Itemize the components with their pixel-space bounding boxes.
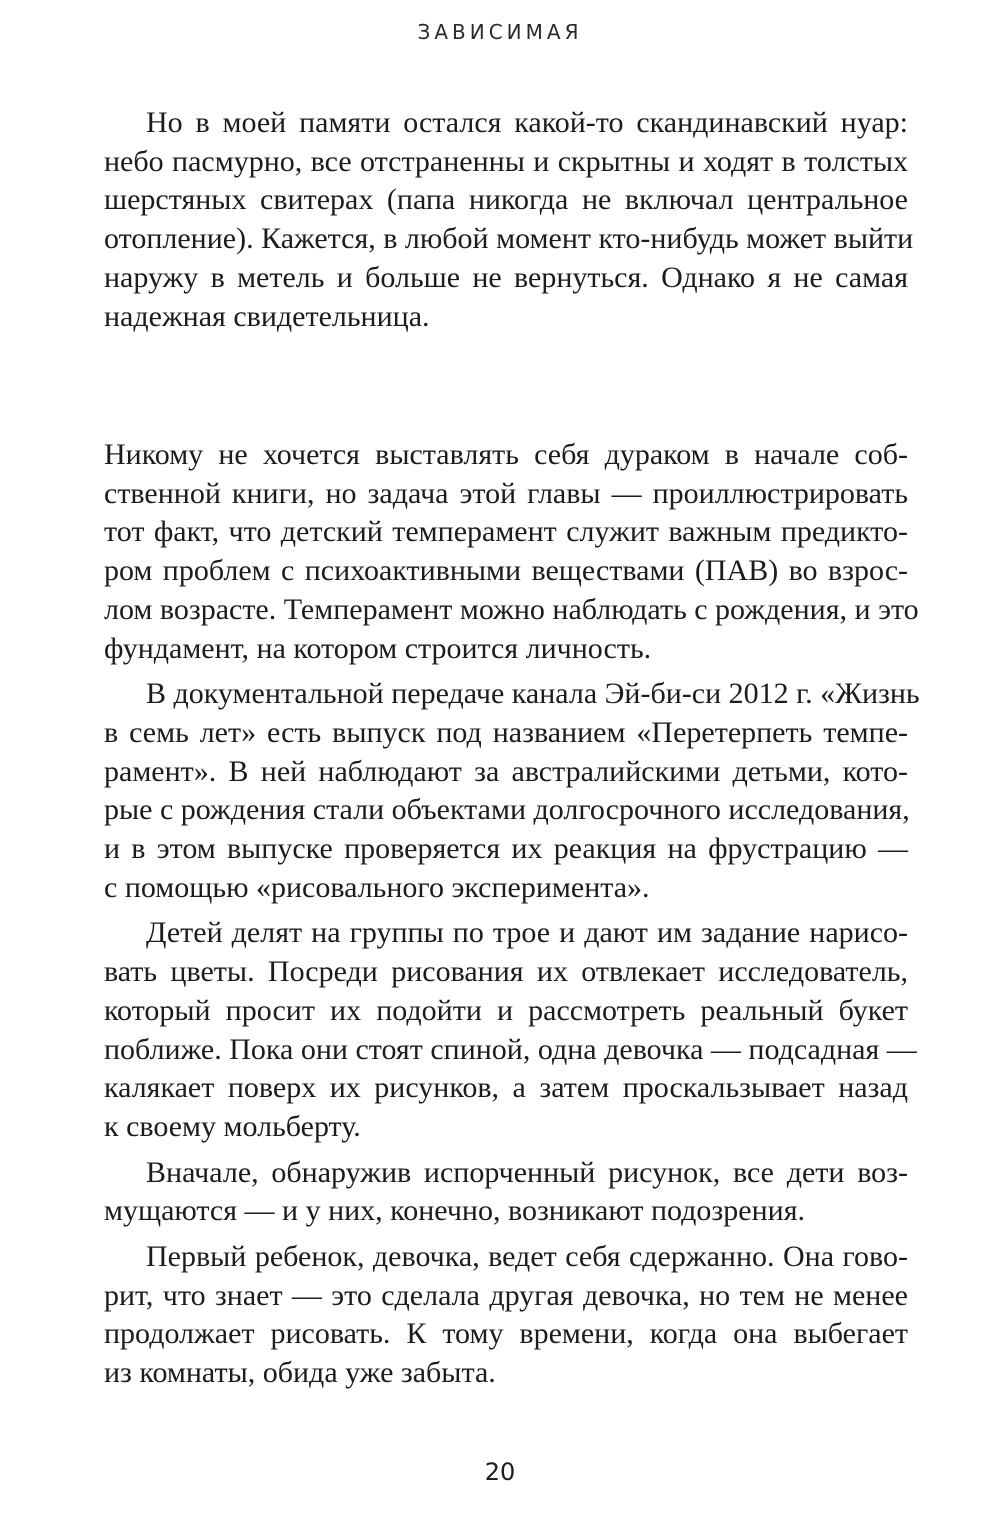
text-line: рамент». В ней наблюдают за австралийскими детьми, кото- (104, 754, 908, 788)
text-line: рые с рождения стали объектами долгосрочного исследования, (104, 793, 910, 827)
text-line: который просит их подойти и рассмотреть реальный букет (104, 993, 908, 1027)
text-line: Но в моей памяти остался какой-то скандинавский нуар: (146, 106, 908, 139)
text-line: отопление). Кажется, в любой момент кто-нибудь может выйти (104, 222, 914, 256)
paragraph-5 (104, 1154, 908, 1231)
text-line: лом возрасте. Темперамент можно наблюдать с рождения, и это (104, 592, 919, 626)
paragraph-4 (104, 914, 917, 1146)
running-header: ЗАВИСИМАЯ (417, 20, 583, 44)
text-line: Детей делят на группы по трое и дают им задание нарисо- (146, 916, 908, 950)
text-line: рит, что знает — это сделала другая девочка, но тем не менее (104, 1278, 908, 1312)
text-line: небо пасмурно, все отстраненны и скрытны и ходят в толстых (104, 144, 908, 178)
text-line: тот факт, что детский темперамент служит важным предикто- (104, 515, 908, 549)
text-line: в семь лет» есть выпуск под названием «Перетерпеть темпе- (104, 715, 908, 749)
text-line: ром проблем с психоактивными веществами (ПАВ) во взрос- (104, 554, 908, 588)
paragraph-2 (104, 436, 919, 668)
text-line: надежная свидетельница. (104, 299, 430, 333)
text-section-1 (104, 104, 914, 336)
text-line: В документальной передаче канала Эй-би-си 2012 г. «Жизнь (146, 677, 920, 711)
text-line: поближе. Пока они стоят спиной, одна девочка — подсадная — (104, 1032, 917, 1066)
text-line: Первый ребенок, девочка, ведет себя сдержанно. Она гово- (146, 1240, 908, 1274)
text-line: к своему мольберту. (104, 1109, 361, 1143)
text-line: вать цветы. Посреди рисования их отвлекает исследователь, (104, 955, 908, 989)
text-line: шерстяных свитерах (папа никогда не включал центральное (104, 183, 908, 217)
text-line: продолжает рисовать. К тому времени, когда она выбегает (104, 1317, 908, 1351)
text-section-2 (104, 436, 920, 1393)
text-line: и в этом выпуске проверяется их реакция на фрустрацию — (104, 832, 908, 866)
text-line: мущаются — и у них, конечно, возникают подозрения. (104, 1194, 806, 1228)
text-line: Никому не хочется выставлять себя дураком в начале соб- (104, 438, 908, 471)
text-line: с помощью «рисовального эксперимента». (104, 870, 650, 904)
text-line: калякает поверх их рисунков, а затем проскальзывает назад (104, 1071, 908, 1105)
text-line: из комнаты, обида уже забыта. (104, 1356, 496, 1390)
paragraph-1 (104, 104, 914, 336)
text-line: наружу в метель и больше не вернуться. Однако я не самая (104, 260, 908, 294)
text-line: фундамент, на котором строится личность. (104, 631, 652, 665)
paragraph-6 (104, 1238, 908, 1393)
paragraph-3 (104, 675, 920, 907)
text-line: Вначале, обнаружив испорченный рисунок, все дети воз- (146, 1155, 908, 1189)
text-line: ственной книги, но задача этой главы — проиллюстрировать (104, 476, 908, 510)
page-number: 20 (484, 1458, 516, 1486)
